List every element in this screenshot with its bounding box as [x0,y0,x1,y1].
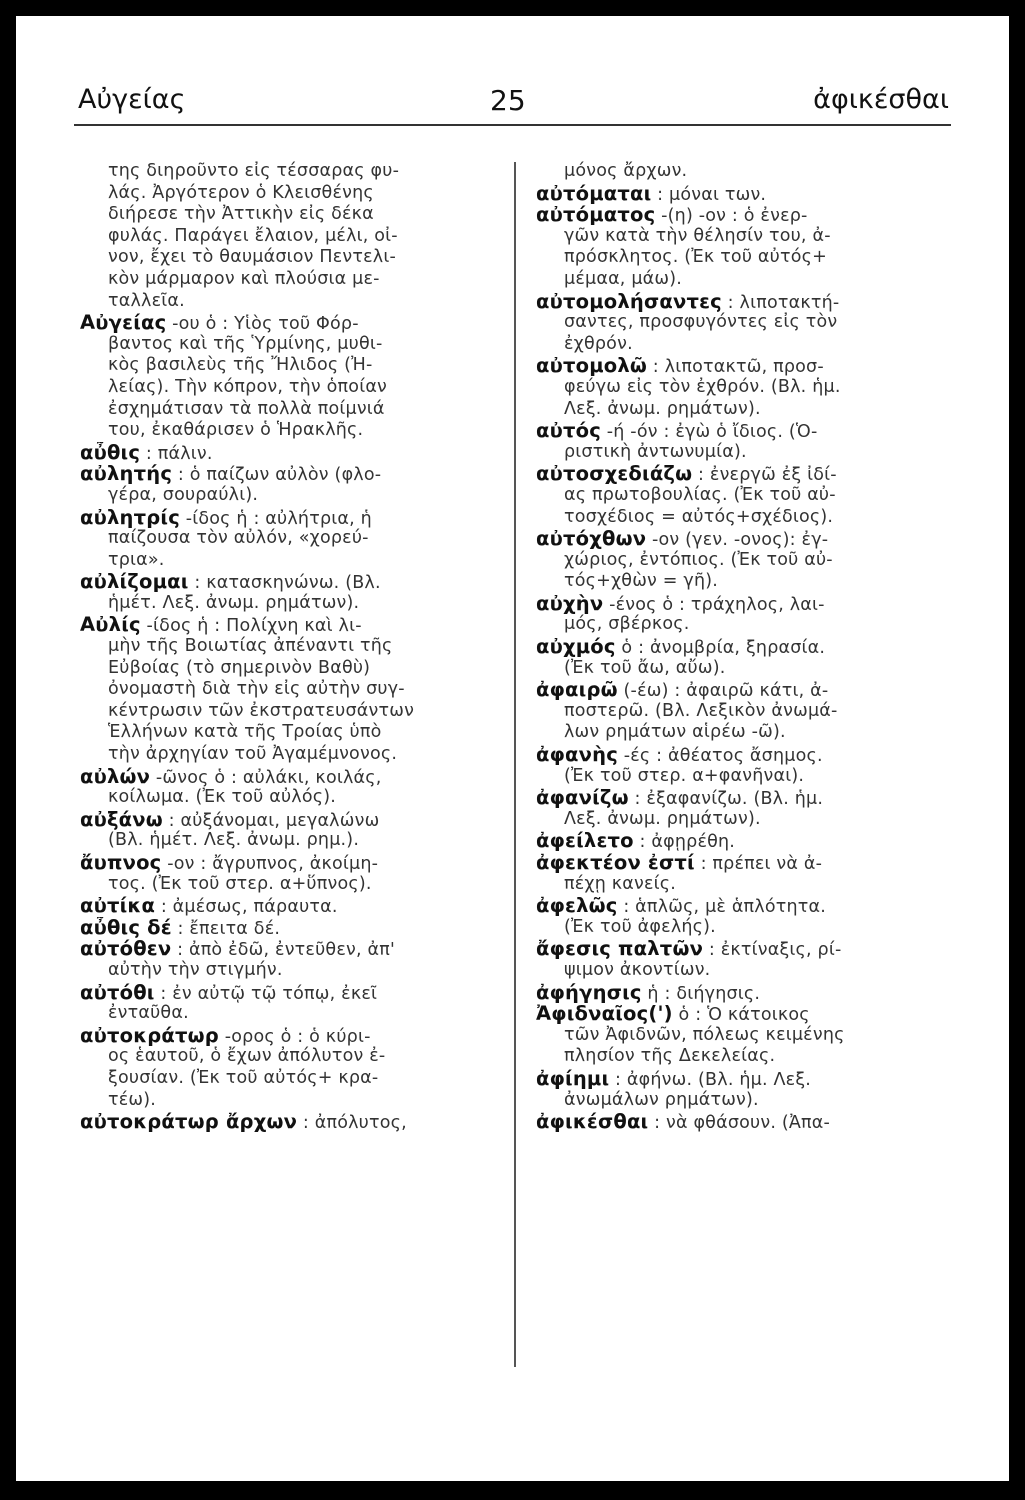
definition-text: τος. (Ἐκ τοῦ στερ. α+ὕπνος). [108,873,372,894]
dictionary-line [536,982,934,1004]
headword: Αὐλίς [80,614,141,637]
definition-text: λων ρημάτων αἱρέω -ῶ). [564,722,786,743]
definition-text: κέντρωσιν τῶν ἐκστρατευσάντων [108,700,415,721]
dictionary-line [80,874,478,896]
definition-text: (Βλ. ἡμέτ. Λεξ. ἀνωμ. ρημ.). [108,830,360,851]
headword: ἀφεκτέον ἐστί [536,852,695,874]
dictionary-line [80,420,478,442]
dictionary-line [80,571,478,593]
definition-text: (-έω) : ἀφαιρῶ κάτι, ἀ- [617,681,829,701]
definition-text: : ἀμέσως, πάραυτα. [155,897,338,917]
dictionary-line [536,809,934,831]
dictionary-line [80,636,478,658]
definition-text: βαντος καὶ τῆς Ὑρμίνης, μυθι- [108,333,383,354]
definition-text: ψιμον ἀκοντίων. [564,959,711,980]
definition-text: τὴν ἀρχηγίαν τοῦ Ἀγαμέμνονος. [108,744,398,765]
definition-text: : πρέπει νὰ ἀ- [694,854,823,874]
dictionary-line [536,442,934,464]
definition-text: : κατασκηνώνω. (Βλ. [188,573,381,593]
definition-text: Λεξ. ἀνωμ. ρημάτων). [564,808,761,829]
dictionary-line [80,1003,478,1025]
dictionary-line [80,528,478,550]
dictionary-line [80,852,478,874]
headword: αὐτόματος [536,204,656,226]
dictionary-line [536,312,934,334]
definition-text: πρόσκλητος. (Ἐκ τοῦ αὐτός+ [564,247,827,268]
dictionary-line [536,377,934,399]
dictionary-line [536,701,934,723]
definition-text: Ἑλλήνων κατὰ τῆς Τροίας ὑπὸ [108,722,382,743]
definition-text: μόνος ἄρχων. [564,161,688,181]
dictionary-line [80,787,478,809]
definition-text: ἀνωμάλων ρημάτων). [564,1089,759,1110]
definition-text: : λιποτακτή- [721,292,840,313]
headword: ἀφελῶς [536,895,618,917]
definition-text: διήρεσε τὴν Ἀττικὴν εἰς δέκα [108,204,374,225]
definition-text: κοίλωμα. (Ἐκ τοῦ αὐλός). [108,787,337,808]
dictionary-line [536,291,934,313]
dictionary-line [80,312,478,334]
dictionary-line [536,722,934,744]
definition-text: νον, ἔχει τὸ θαυμάσιον Πεντελι- [108,247,396,268]
definition-text: : ἐξαφανίζω. (Βλ. ἡμ. [628,789,824,809]
dictionary-line [536,593,934,615]
dictionary-line [80,1090,478,1112]
dictionary-line [536,1090,934,1112]
definition-text: ος ἑαυτοῦ, ὁ ἔχων ἀπόλυτον ἐ- [108,1046,386,1067]
dictionary-line [80,355,478,377]
headword: αὐλητρίς [80,506,180,529]
dictionary-line [80,399,478,421]
dictionary-line [80,1025,478,1047]
definition-text: τρια». [108,549,165,570]
dictionary-line [536,399,934,421]
dictionary-line [536,874,934,896]
dictionary-line [80,183,478,205]
headword: Αὐγείας [80,312,167,334]
dictionary-page [16,16,1009,1481]
definition-text: ἡμέτ. Λεξ. ἀνωμ. ρημάτων). [108,592,360,613]
headword: ἀφανίζω [536,787,629,809]
definition-text: -ένος ὁ : τράχηλος, λαι- [603,594,825,615]
dictionary-line [536,247,934,269]
dictionary-line [80,938,478,960]
dictionary-line [536,636,934,658]
headword: αὖθις [80,441,141,464]
definition-text: ὁ : ἀνομβρία, ξηρασία. [615,638,826,658]
headword: αὐτόμαται [536,182,652,205]
dictionary-line [536,960,934,982]
definition-text: : αὐξάνομαι, μεγαλώνω [162,810,380,831]
headword: ἀφείλετο [536,830,634,852]
definition-text: : ὁ παίζων αὐλὸν (φλο- [172,465,382,485]
definition-text: Εὐβοίας (τὸ σημερινὸν Βαθὺ) [108,657,371,678]
dictionary-line [80,658,478,680]
headword: αὐλίζομαι [80,571,189,593]
definition-text: -ίδος ἡ : αὐλήτρια, ἡ [179,508,372,529]
headword: ἀφήγησις [536,981,642,1004]
dictionary-line [80,463,478,485]
dictionary-line [536,1003,934,1025]
dictionary-line [80,247,478,269]
column-divider [514,162,516,1367]
definition-text: φυλάς. Παράγει ἔλαιον, μέλι, οἶ- [108,225,398,246]
dictionary-line [536,463,934,485]
headword: ἀφαιρῶ [536,679,618,701]
definition-text: -ον : ἄγρυπνος, ἀκοίμη- [161,854,379,874]
headword: αὐτόθι [80,981,155,1004]
dictionary-line [536,895,934,917]
dictionary-line [536,485,934,507]
right-column [536,161,934,1133]
headword: αὐτοκράτωρ ἄρχων [80,1111,298,1133]
definition-text: χώριος, ἐντόπιος. (Ἐκ τοῦ αὐ- [564,549,833,570]
headword: αὐτομολῶ [536,355,648,377]
dictionary-line [536,830,934,852]
definition-text: λάς. Ἀργότερον ὁ Κλεισθένης [108,182,374,203]
dictionary-line [80,960,478,982]
dictionary-line [536,679,934,701]
definition-text: -ορος ὁ : ὁ κύρι- [218,1026,371,1047]
dictionary-line [536,744,934,766]
definition-text: γῶν κατὰ τὴν θέλησίν του, ἀ- [564,225,831,246]
definition-text: : ἐνεργῶ ἐξ ἰδί- [692,465,837,485]
definition-text: μός, σβέρκος. [564,614,690,635]
dictionary-line [80,550,478,572]
definition-text: ὀνομαστὴ διὰ τὴν εἰς αὐτὴν συγ- [108,679,405,700]
headword: αὐτοσχεδιάζω [536,463,693,485]
dictionary-line [80,766,478,788]
dictionary-line [536,550,934,572]
definition-text: κὸς βασιλεὺς τῆς Ἤλιδος (Ἠ- [108,355,373,376]
headword: ἀφίημι [536,1067,610,1090]
definition-text: σαντες, προσφυγόντες εἰς τὸν [564,312,838,333]
definition-text: : ἁπλῶς, μὲ ἁπλότητα. [617,897,827,917]
definition-text: ἐχθρόν. [564,333,633,354]
dictionary-line [80,1068,478,1090]
headword: αὐτίκα [80,895,156,917]
definition-text: (Ἐκ τοῦ ἀφελής). [564,916,716,937]
headword: αὐτόχθων [536,528,647,550]
dictionary-line [80,442,478,464]
definition-text: : μόναι των. [651,184,767,205]
dictionary-line [536,658,934,680]
definition-text: : νὰ φθάσουν. (Ἀπα- [648,1113,831,1133]
dictionary-line [536,204,934,226]
dictionary-line [536,1068,934,1090]
dictionary-line [536,766,934,788]
dictionary-line [536,852,934,874]
definition-text: τῶν Ἀφιδνῶν, πόλεως κειμένης [564,1024,845,1045]
definition-text: (Ἐκ τοῦ ἄω, αὔω). [564,657,726,678]
definition-text: -ον (γεν. -ονος): ἐγ- [646,530,829,550]
definition-text: -ίδος ἡ : Πολίχνη καὶ λι- [140,616,362,637]
definition-text: : ἐκτίναξις, ρί- [703,940,842,960]
dictionary-line [80,1111,478,1133]
dictionary-line [80,614,478,636]
dictionary-line [536,269,934,291]
dictionary-line [80,830,478,852]
headword: αὐξάνω [80,808,163,831]
definition-text: ἐνταῦθα. [108,1003,189,1024]
dictionary-line [80,204,478,226]
definition-text: : ἀφῃρέθη. [633,832,736,852]
headword: αὐχὴν [536,592,604,615]
dictionary-line [536,528,934,550]
definition-text: ριστικὴ ἀντωνυμία). [564,441,747,462]
headword: Ἀφιδναῖος(') [536,1003,673,1025]
definition-text: ἐσχημάτισαν τὰ πολλὰ ποίμνιά [108,398,385,419]
definition-text: τέω). [108,1089,157,1110]
definition-text: : ἀπόλυτος, [297,1113,407,1133]
dictionary-line [536,614,934,636]
definition-text: -ῶνος ὁ : αὐλάκι, κοιλάς, [150,767,382,788]
definition-text: ας πρωτοβουλίας. (Ἐκ τοῦ αὐ- [564,484,836,505]
dictionary-line [80,809,478,831]
definition-text: : ἀφήνω. (Βλ. ἡμ. Λεξ. [609,1069,812,1090]
headword: αὐλών [80,765,151,788]
dictionary-line [80,161,478,183]
dictionary-line [80,744,478,766]
dictionary-line [536,161,934,183]
dictionary-line [536,334,934,356]
headword: ἄυπνος [80,852,162,874]
dictionary-line [80,291,478,313]
dictionary-line [80,679,478,701]
dictionary-line [536,507,934,529]
header-rule [74,124,951,126]
headword: αὐτομολήσαντες [536,290,722,313]
dictionary-line [536,787,934,809]
dictionary-line [80,485,478,507]
dictionary-line [80,917,478,939]
dictionary-line [536,1025,934,1047]
running-head-last-entry: ἀφικέσθαι [813,84,949,115]
dictionary-line [80,722,478,744]
dictionary-line [536,1111,934,1133]
headword: αὐχμός [536,636,616,658]
definition-text: λείας). Τὴν κόπρον, τὴν ὁποίαν [108,376,388,397]
definition-text: ἡ : διήγησις. [641,983,761,1004]
dictionary-line [536,183,934,205]
definition-text: : ἔπειτα δέ. [171,918,281,939]
definition-text: Λεξ. ἀνωμ. ρημάτων). [564,398,761,419]
definition-text: γέρα, σουραύλι). [108,484,259,505]
dictionary-line [80,982,478,1004]
definition-text: : ἐν αὐτῷ τῷ τόπῳ, ἐκεῖ [154,983,378,1004]
dictionary-line [80,1046,478,1068]
definition-text: : πάλιν. [140,443,213,464]
definition-text: : ἀπὸ ἐδῶ, ἐντεῦθεν, ἀπ' [171,940,395,960]
left-column [80,161,478,1133]
dictionary-line [80,701,478,723]
definition-text: ὁ : Ὁ κάτοικος [672,1005,810,1025]
definition-text: τός+χθὼν = γῆ). [564,571,719,592]
headword: αὐτός [536,420,601,442]
dictionary-line [80,895,478,917]
dictionary-line [80,507,478,529]
definition-text: μὴν τῆς Βοιωτίας ἀπέναντι τῆς [108,636,393,657]
definition-text: -ές : ἀθέατος ἄσημος. [617,746,823,766]
headword: αὐτόθεν [80,938,172,960]
running-head-first-entry: Αὐγείας [78,84,186,115]
dictionary-line [536,226,934,248]
definition-text: -ή -όν : ἐγὼ ὁ ἴδιος. (Ὁ- [600,422,818,442]
dictionary-line [80,334,478,356]
definition-text: -(η) -ον : ὁ ἐνερ- [655,206,808,226]
page-number: 25 [490,84,526,117]
dictionary-line [536,420,934,442]
dictionary-line [536,917,934,939]
headword: ἄφεσις παλτῶν [536,938,704,960]
definition-text: πλησίον τῆς Δεκελείας. [564,1046,776,1067]
headword: αὐλητής [80,463,173,485]
definition-text: (Ἐκ τοῦ στερ. α+φανῆναι). [564,765,805,786]
headword: ἀφανὴς [536,744,618,766]
definition-text: φεύγω εἰς τὸν ἐχθρόν. (Βλ. ἡμ. [564,376,841,397]
definition-text: του, ἐκαθάρισεν ὁ Ἡρακλῆς. [108,420,364,441]
definition-text: αὐτὴν τὴν στιγμήν. [108,959,283,980]
dictionary-line [536,938,934,960]
dictionary-line [536,571,934,593]
headword: αὐτοκράτωρ [80,1024,219,1047]
definition-text: : λιποτακτῶ, προσ- [647,357,824,377]
headword: ἀφικέσθαι [536,1111,649,1133]
dictionary-line [536,1046,934,1068]
definition-text: της διηροῦντο εἰς τέσσαρας φυ- [108,161,400,181]
headword: αὖθις δέ [80,916,172,939]
definition-text: μέμαα, μάω). [564,268,683,289]
definition-text: -ου ὁ : Υἱὸς τοῦ Φόρ- [166,314,359,334]
dictionary-line [80,269,478,291]
definition-text: πέχῃ κανείς. [564,873,676,894]
dictionary-line [536,355,934,377]
dictionary-line [80,593,478,615]
definition-text: ξουσίαν. (Ἐκ τοῦ αὐτός+ κρα- [108,1067,379,1088]
dictionary-line [80,226,478,248]
definition-text: κὸν μάρμαρον καὶ πλούσια με- [108,268,380,289]
dictionary-line [80,377,478,399]
definition-text: ταλλεῖα. [108,290,185,311]
definition-text: ποστερῶ. (Βλ. Λεξικὸν ἀνωμά- [564,700,838,721]
definition-text: τοσχέδιος = αὐτός+σχέδιος). [564,506,834,527]
definition-text: παίζουσα τὸν αὐλόν, «χορεύ- [108,528,369,549]
